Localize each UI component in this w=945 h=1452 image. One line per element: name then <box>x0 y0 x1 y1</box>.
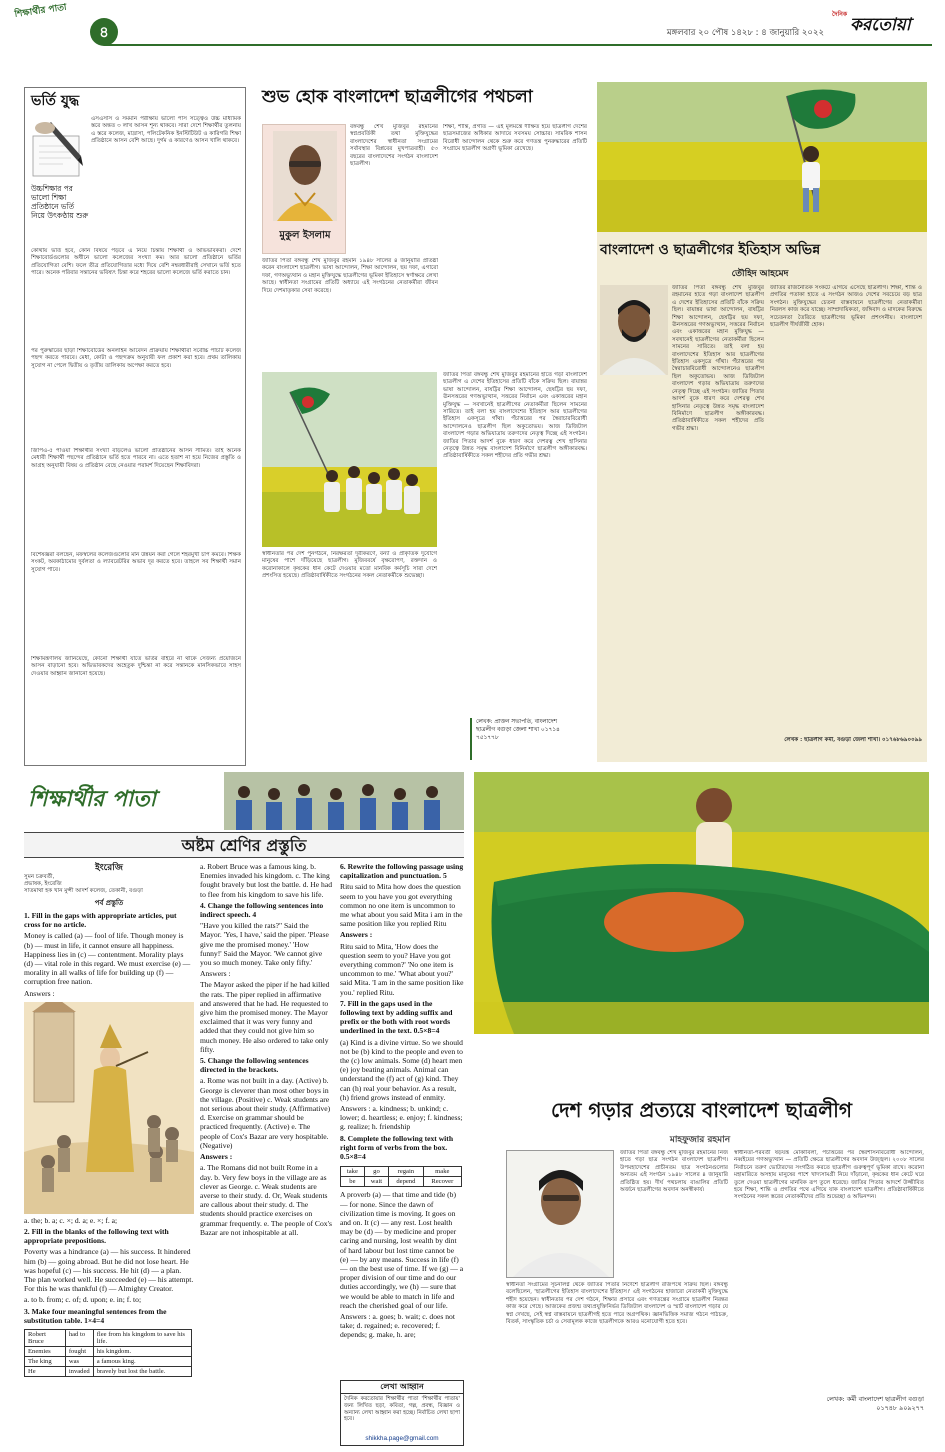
q4-answers-label: Answers : <box>200 969 231 979</box>
table-cell: bravely but lost the battle. <box>93 1367 191 1377</box>
left-article-para-4: জিপিএ-৫ পাওয়া শিক্ষার্থীর সংখ্যা বাড়লেও ভালো প্রতিষ্ঠানের আসন সীমিত। তাই অনেক মেধাবী শিক্ষার্থী পছন্দের প্রতিষ্ঠানে ভর্তি হতে পারবে না। এতে হতাশ না হয়ে নিজের প্রস্তুতি ও আগ্রহ অনুযায়ী বিষয় ও প্রতিষ্ঠান বেছে নেওয়ার পরামর্শ দিয়েছেন শিক্ষাবিদরা। <box>31 448 241 469</box>
q2-text: Poverty was a hindrance (a) — his success. It hindered him (b) — going abroad. But he did not lose heart. He was hopeful (c) — his success. He hit (d) — a plan. The plan worked well. He succeeded (e) — his attempt. For this he was thankful (f) — Almighty Creator. <box>24 1247 194 1294</box>
edu-col-3 <box>340 862 464 1447</box>
table-cell: Robert Bruce <box>25 1330 66 1347</box>
table-row <box>341 1177 462 1187</box>
left-article-para-2: কোথায় ভর্তি হবে, কোন বিষয়ে পড়বে এ নিয়ে চিন্তায় শিক্ষার্থী ও অভিভাবকরা। দেশে শিক্ষাবোর্ডগুলোর অধীনে ভালো কলেজের সংখ্যা কম। আর ভালো প্রতিষ্ঠানে ভর্তির প্রতিযোগিতা বেশি। ফলে তীব্র প্রতিযোগিতার মধ্যে দিয়ে বেশি নম্বরধারীরাই সেখানে ভর্তি হতে পারে। অনেক পরিবার সন্তানের ভবিষ্যৎ চিন্তা করে শহরের ভালো কলেজে ভর্তি করাতে চান। <box>31 248 241 277</box>
verb-box <box>340 1166 462 1187</box>
q8-block <box>340 1190 464 1341</box>
students-flag-photo <box>262 372 437 547</box>
q5-answers-label: Answers : <box>200 1152 233 1162</box>
q4-text: "Have you killed the rats?" Said the Mayor. 'Yes, I have,' said the piper. 'Please give me the promised money.' 'How funny!' Said the Mayor. 'We cannot give you so much money. Take only fifty.' <box>200 921 329 968</box>
feature-mid-author-photo <box>600 285 668 375</box>
table-cell: wait <box>364 1177 388 1187</box>
feature-top-writer-box <box>470 718 580 760</box>
masthead-title: করতোয়া <box>850 15 911 35</box>
left-article-para-5: বিশেষজ্ঞরা বলছেন, মফস্বলের কলেজগুলোর মান উন্নয়ন করা গেলে শহরমুখী চাপ কমবে। শিক্ষক সংকট, অবকাঠামোর দুর্বলতা ও ল্যাবরেটরির অভাব দূর করতে হবে। তাহলে সব শিক্ষার্থী সমান সুযোগ পাবে। <box>31 552 241 573</box>
kartoa-logo <box>832 8 932 42</box>
q2-title: 2. Fill in the blanks of the following text with appropriate prepositions. <box>24 1227 169 1246</box>
teacher-title: প্রভাষক, ইংরেজি <box>24 881 62 887</box>
girl-flag-photo <box>474 772 929 1034</box>
feature-mid-title: বাংলাদেশ ও ছাত্রলীগের ইতিহাস অভিন্ন <box>600 242 821 258</box>
table-row <box>341 1167 462 1177</box>
table-cell: regain <box>389 1167 423 1177</box>
page-number-badge <box>90 18 118 46</box>
substitution-table <box>24 1329 192 1377</box>
table-cell: depend <box>389 1177 423 1187</box>
page-header <box>14 2 932 46</box>
feature-top-col1: বঙ্গবন্ধু শেখ মুজিবুর রহমানের স্বপ্নপ্রবর্তিকী তথা মুক্তিযুদ্ধের বাংলাদেশের স্বাধীনতা সংগ্রামের সর্বাবস্থার বিপ্লবের মুখপাত্রবাহী। ৫৩ বছরের বাংলাদেশের সংগঠন বাংলাদেশ ছাত্রলীগ। <box>350 124 438 168</box>
q6-answers-label: Answers : <box>340 930 373 940</box>
q6-title: 6. Rewrite the following passage using capitalization and punctuation. 5 <box>340 862 464 881</box>
q5-ans: a. The Romans did not built Rome in a day. b. Very few boys in the village are as clever as George. c. Weak students are averse to their study. d. Or, Weak students are callous about their study. d. The students should practice exercises on grammar frequently. e. The people of Cox's Bazar are not inhospitable at all. <box>200 1163 332 1237</box>
edu-part: পর্ব প্রস্তুতি <box>94 899 124 907</box>
q1-answers <box>24 1216 194 1327</box>
teacher-name: সুমন চক্রবর্তী, <box>24 874 55 880</box>
table-cell: invaded <box>65 1367 93 1377</box>
call-for-writing <box>340 1380 464 1446</box>
table-cell: take <box>341 1167 365 1177</box>
table-cell: flee from his kingdom to save his life. <box>93 1330 191 1347</box>
left-article-pull-quote: উচ্চশিক্ষার পর ভালো শিক্ষা প্রতিষ্ঠানে ভর্তি নিয়ে উৎকণ্ঠায় শুরু <box>31 184 89 220</box>
feature-bottom-writer: লেখক: কর্মী বাংলাদেশ ছাত্রলীগ বগুড়া ০১৭৪৮ ৯০৯২৭৭ <box>826 1395 924 1412</box>
q5-text: a. Rome was not built in a day. (Active) b. George is cleverer than most other boys in the village. (Positive) c. Weak students are not serious about their study. (Affirmative) d. Exercise on grammar should be practiced frequently. (Active) e. The people of Cox's Bazar are very hospitable. (Negative) <box>200 1076 331 1150</box>
q3-ans: a. Robert Bruce was a famous king. b. Enemies invaded his kingdom. c. The king fought bravely but lost the battle. d. He had to flee from his kingdom to save his life. <box>200 862 332 899</box>
feature-mid-body-left: জাতির পিতা বঙ্গবন্ধু শেখ মুজিবুর রহমানের হাতে গড়া বাংলাদেশ ছাত্রলীগ এ দেশের ইতিহাসের প্রতিটি বাঁকে সক্রিয় ছিল। বায়ান্নর ভাষা আন্দোলন, বাষট্টির শিক্ষা আন্দোলন, ছেষট্টির ছয় দফা, ঊনসত্তরের গণঅভ্যুত্থান, সত্তরের নির্বাচন এবং একাত্তরের মহান মুক্তিযুদ্ধ — সবখানেই ছাত্রলীগের নেতাকর্মীরা ছিলেন সামনের সারিতে। তাই বলা হয় বাংলাদেশের ইতিহাস আর ছাত্রলীগের ইতিহাস একসূত্রে গাঁথা। পঁচাত্তরের পর স্বৈরাচারবিরোধী আন্দোলনেও ছাত্রলীগ ছিল অকুতোভয়। আজ ডিজিটাল বাংলাদেশ গড়ার অভিযাত্রায় তরুণদের নেতৃত্ব দিচ্ছে এই সংগঠন। জাতির পিতার আদর্শ বুকে ধারণ করে দেশরত্ন শেখ হাসিনার নেতৃত্বে উন্নত সমৃদ্ধ বাংলাদেশ বিনির্মাণে ছাত্রলীগ অঙ্গীকারবদ্ধ। প্রতিষ্ঠাবার্ষিকীতে সকল শহীদের প্রতি গভীর শ্রদ্ধা। <box>672 285 764 432</box>
pied-piper-illustration <box>24 1002 194 1214</box>
q4-title: 4. Change the following sentences into indirect speech. 4 <box>200 900 324 920</box>
education-banner-photo <box>224 772 464 830</box>
left-article <box>24 87 246 766</box>
q8-ans: Answers : a. goes; b. wait; c. does not take; d. regained; e. recovered; f. depends; g. make, h. are; <box>340 1311 455 1340</box>
edu-subject: ইংরেজি <box>95 863 123 873</box>
header-left-logo: শিক্ষার্থীর পাতা <box>14 2 68 20</box>
table-cell: Enemies <box>25 1347 66 1357</box>
call-title: লেখা আহ্বান <box>341 1381 463 1394</box>
feature-top-author-box <box>262 124 346 254</box>
table-cell: Recover <box>423 1177 461 1187</box>
q1 <box>24 911 194 1000</box>
q1-text: Money is called (a) — fool of life. Though money is (b) — must in life, it cannot ensure all happiness. Happiness lies in (c) — contentment. Morality plays (d) — vital role in this regard. We must exercise (e) — morality in all walks of life for building up (f) — corruption free nation. <box>24 931 191 987</box>
education-banner <box>24 772 464 830</box>
left-article-para-1: এসএসসি ও সমমান পরীক্ষায় ভালো পাস সত্ত্বেও উচ্চ মাধ্যমিক স্তরে অন্তত ৩ লাখ আসন শূন্য থাকবে। সারা দেশে শিক্ষার্থীর তুলনায় এ স্তরে কলেজ, মাদ্রাসা, পলিটেকনিক ইনস্টিটিউট ও কারিগরি শিক্ষা প্রতিষ্ঠানে আসন বেশি আছে। দুর্গম ও কারণেও আসন খালি থাকবে। <box>91 116 241 145</box>
q7-title: 7. Fill in the gaps used in the following text by adding suffix and prefix or the both with root words underlined in the text. 0.5×8=4 <box>340 998 453 1036</box>
q4-ans: The Mayor asked the piper if he had killed the rats. The piper replied in affirmative and answered that he had. He requested to give him the promised money. The Mayor exclaimed that it was very funny and added that they could not give him so much money. He also ordered to take only fifty. <box>200 980 330 1054</box>
q6-block <box>340 862 464 1163</box>
feature-bottom-author: মাহফুজার রহমান <box>669 1135 731 1145</box>
feature-bottom-body: স্বাধীনতা সংগ্রামের সূচনালগ্ন থেকে জাতির পিতার নির্দেশে ছাত্রলীগ রাজপথে সক্রিয় ছিল। বঙ্গবন্ধু বলেছিলেন, 'ছাত্রলীগের ইতিহাস বাংলাদেশের ইতিহাস।' এই সংগঠনের হাজারো নেতাকর্মী মুক্তিযুদ্ধে শহীদ হয়েছেন। স্বাধীনতার পর দেশ গঠনে, শিক্ষার প্রসারে এবং গণতন্ত্রের সংগ্রামে ছাত্রলীগ নিরন্তর কাজ করে গেছে। আজকের প্রজন্ম তথ্যপ্রযুক্তিনির্ভর ডিজিটাল বাংলাদেশ ও স্মার্ট বাংলাদেশ গড়ার যে স্বপ্ন দেখছে, সেই স্বপ্ন বাস্তবায়নে ছাত্রলীগই হতে পারে অগ্রপথিক। জ্ঞানভিত্তিক সমাজ গঠনে পাঠচক্র, বিতর্ক, সাংস্কৃতিক চর্চা ও সেবামূলক কাজে ছাত্রলীগকে আরও মনোযোগী হতে হবে। <box>506 1282 728 1326</box>
q1-answers-label: Answers : <box>24 988 55 998</box>
feature-top-col2: জাতির পিতা বঙ্গবন্ধু শেখ মুজিবুর রহমান ১৯৪৮ সালের ৪ জানুয়ারি প্রতিষ্ঠা করেন বাংলাদেশ ছাত্রলীগ। ভাষা আন্দোলন, শিক্ষা আন্দোলন, ছয় দফা, এগারো দফা, গণঅভ্যুত্থান ও মহান মুক্তিযুদ্ধে ছাত্রলীগের ভূমিকা ইতিহাসে স্বর্ণাক্ষরে লেখা আছে। স্বাধীনতা সংগ্রামের প্রতিটি অধ্যায়ে এই সংগঠনের নেতাকর্মীরা জীবন দিয়ে দেশমাতৃকার সেবা করেছে। <box>262 258 438 294</box>
feature-bottom-title: দেশ গড়ার প্রত্যয়ে বাংলাদেশ ছাত্রলীগ <box>550 1098 852 1122</box>
q1-title: 1. Fill in the gaps with appropriate articles, put cross for no article. <box>24 911 177 930</box>
boy-flag-photo <box>597 82 927 232</box>
feature-top-author: মুকুল ইসলাম <box>279 230 331 241</box>
table-cell: He <box>25 1367 66 1377</box>
left-article-title: ভর্তি যুদ্ধ <box>31 93 80 109</box>
left-article-para-3: পর পুরুস্কারের ছাড়া শিক্ষাবোর্ডের অনলাইন আবেদন প্রক্রিয়ায় শিক্ষার্থীরা সর্বোচ্চ পাঁচটি কলেজ পছন্দ করতে পারবে। মেধা, কোটা ও পছন্দক্রম অনুযায়ী ফল প্রকাশ করা হবে। প্রথম তালিকায় সুযোগ না পেলে দ্বিতীয় ও তৃতীয় তালিকায় অপেক্ষা করতে হবে। <box>31 348 241 369</box>
table-cell: The king <box>25 1357 66 1367</box>
table-cell: make <box>423 1167 461 1177</box>
q6-ans: Ritu said to Mita, 'How does the question seem to you? Have you got everything common?' 'No one item is uncommon to me.' 'What about you?' said Mita. 'I am in the same position like you.' replied Ritu. <box>340 941 464 997</box>
table-row <box>25 1357 192 1367</box>
feature-top-lower-right: জাতির পিতা বঙ্গবন্ধু শেখ মুজিবুর রহমানের হাতে গড়া বাংলাদেশ ছাত্রলীগ এ দেশের ইতিহাসের প্রতিটি বাঁকে সক্রিয় ছিল। বায়ান্নর ভাষা আন্দোলন, বাষট্টির শিক্ষা আন্দোলন, ছেষট্টির ছয় দফা, ঊনসত্তরের গণঅভ্যুত্থান, সত্তরের নির্বাচন এবং একাত্তরের মহান মুক্তিযুদ্ধ — সবখানেই ছাত্রলীগের নেতাকর্মীরা ছিলেন সামনের সারিতে। তাই বলা হয় বাংলাদেশের ইতিহাস আর ছাত্রলীগের ইতিহাস একসূত্রে গাঁথা। পঁচাত্তরের পর স্বৈরাচারবিরোধী আন্দোলনেও ছাত্রলীগ ছিল অকুতোভয়। আজ ডিজিটাল বাংলাদেশ গড়ার অভিযাত্রায় তরুণদের নেতৃত্ব দিচ্ছে এই সংগঠন। জাতির পিতার আদর্শ বুকে ধারণ করে দেশরত্ন শেখ হাসিনার নেতৃত্বে উন্নত সমৃদ্ধ বাংলাদেশ বিনির্মাণে ছাত্রলীগ অঙ্গীকারবদ্ধ। প্রতিষ্ঠাবার্ষিকীতে সকল শহীদের প্রতি গভীর শ্রদ্ধা। <box>443 372 587 460</box>
teacher-school: সাতমাথা হক খান মুন্সী আদর্শ কলেজ, তেকানী, বগুড়া <box>24 888 143 894</box>
table-cell: his kingdom. <box>93 1347 191 1357</box>
table-cell: was <box>65 1357 93 1367</box>
feature-mid-writer: লেখক : ছাত্রলীগ কর্মী, বগুড়া জেলা শাখা। ০১৭৬৮৬৯০০৯৯ <box>784 737 922 743</box>
page-number: ৪ <box>99 23 109 41</box>
table-cell: had to <box>65 1330 93 1347</box>
q1-ans: a. the; b. a; c. ×; d. a; e. ×; f. a; <box>24 1215 118 1225</box>
q2-ans: a. to b. from; c. of; d. upon; e. in; f. to; <box>24 1295 142 1305</box>
education-logo: শিক্ষার্থীর পাতা <box>28 787 157 812</box>
edu-col-2 <box>200 862 332 1447</box>
feature-bottom-intro: জাতির পিতা বঙ্গবন্ধু শেখ মুজিবুর রহমানের নিজ হাতে গড়া ছাত্র সংগঠন বাংলাদেশ ছাত্রলীগ। উপমহাদেশের প্রাচীনতম ছাত্র সংগঠনগুলোর অন্যতম এই সংগঠন ১৯৪৮ সালের ৪ জানুয়ারি প্রতিষ্ঠিত হয়। দীর্ঘ পথচলায় বাঙালির প্রতিটি অর্জনে ছাত্রলীগের অবদান অনস্বীকার্য। <box>620 1150 728 1194</box>
q6-text: Ritu said to Mita how does the question seem to you have you got everything common no one item is uncommon to me what about you said Mita i am in the same position like you replied Ritu <box>340 882 463 929</box>
table-cell: be <box>341 1177 365 1187</box>
call-text: দৈনিক করতোয়ার শিক্ষার্থীর পাতা 'শিক্ষার্থীর পাতায়' জন্য লিখিত ছড়া, কবিতা, গল্প, প্রবন্ধ, বিজ্ঞান ও অন্যান্য লেখা আহ্বান করা হচ্ছে। নির্বাচিত লেখা ছাপা হবে। <box>344 1396 460 1423</box>
masthead-small: দৈনিক <box>832 11 848 18</box>
table-cell: fought <box>65 1347 93 1357</box>
feature-bottom-body-right: স্বাধীনতা-পরবর্তী ষড়যন্ত্র মোকাবিলা, পঁচাত্তরের পর স্বৈরশাসনবিরোধী আন্দোলন, নব্বইয়ের গণঅভ্যুত্থান — প্রতিটি ক্ষেত্রে ছাত্রলীগের অবদান উজ্জ্বল। ২০০৮ সালের নির্বাচনে তরুণ ভোটারদের সংগঠিত করতে ছাত্রলীগ গুরুত্বপূর্ণ ভূমিকা রাখে। করোনা মহামারিতে অসহায় মানুষের পাশে খাদ্যসামগ্রী নিয়ে দাঁড়ানো, কৃষকের ধান কেটে ঘরে তুলে দেওয়া ছাত্রলীগের মানবিক রূপ তুলে ধরেছে। জাতির পিতার আদর্শে উজ্জীবিত হয়ে শিক্ষা, শান্তি ও প্রগতির পথে এগিয়ে যাক বাংলাদেশ ছাত্রলীগ। প্রতিষ্ঠাবার্ষিকীতে সংগঠনের সকল স্তরের নেতাকর্মীদের প্রতি শুভেচ্ছা ও অভিনন্দন। <box>734 1150 924 1201</box>
feature-mid-author: তৌহিদ আহমেদ <box>731 269 789 279</box>
feature-bottom-author-photo <box>506 1150 614 1278</box>
table-cell: a famous king. <box>93 1357 191 1367</box>
feature-top-title: শুভ হোক বাংলাদেশ ছাত্রলীগের পথচলা <box>262 87 533 107</box>
table-row <box>25 1367 192 1377</box>
left-article-para-6: শিক্ষামন্ত্রণালয় জানিয়েছে, কোনো শিক্ষার্থী যাতে ভর্তির বাইরে না থাকে সেজন্য প্রয়োজনে আসন বাড়ানো হবে। অভিভাবকদের অহেতুক দুশ্চিন্তা না করে সন্তানকে মানসিকভাবে সাহস দেওয়ার আহ্বান জানানো হয়েছে। <box>31 656 241 677</box>
q8-title: 8. Complete the following text with right form of verbs from the box. 0.5×8=4 <box>340 1133 454 1162</box>
q7-text: (a) Kind is a divine virtue. So we should not be (b) kind to the people and even to the (c) low animals. Some (d) heart men (e) joy beating animals. Animal can understand the (f) act of (g) kind. They can (h) real your behavior. As a result, (h) friend grows instead of enmity. <box>340 1037 463 1102</box>
q5-title: 5. Change the following sentences directed in the brackets. <box>200 1056 309 1075</box>
table-cell: go <box>364 1167 388 1177</box>
feature-top-writer: লেখক: প্রাক্তন সভাপতি, বাংলাদেশ ছাত্রলীগ বগুড়া জেলা শাখা ০১৭১৪ ৭৫১৭৭৮ <box>476 719 560 741</box>
author-photo <box>273 131 337 221</box>
edu-col-1 <box>24 862 194 1447</box>
header-date: মঙ্গলবার ২০ পৌষ ১৪২৮ : ৪ জানুয়ারি ২০২২ <box>666 28 824 38</box>
q8-text: A proverb (a) — that time and tide (b) — for none. Since the dawn of civilization time is moving. It goes on and on. It (c) — any rest. Lost health may be (d) — by medicine and proper caring and nursing, lost wealth by dint of hard labour but lost time cannot be (e) — by any means. Success in life (f) — on the best use of time. If we (g) — a proper division of our time and do our duties accordingly, we (h) — sure that we would be able to match in life and reach the cherished goal of our life. <box>340 1190 464 1310</box>
feature-top-lower-left: স্বাধীনতার পর দেশ পুনর্গঠনে, নিরক্ষরতা দূরীকরণে, বন্যা ও প্রাকৃতিক দুর্যোগে মানুষের পাশে দাঁড়িয়েছে ছাত্রলীগ। মুজিববর্ষে বৃক্ষরোপণ, রক্তদান ও করোনাকালে কৃষকের ধান কেটে দেওয়ার মতো মানবিক কর্মসূচি সারা দেশে প্রশংসিত হয়েছে। প্রতিষ্ঠাবার্ষিকীতে সংগঠনের সকল নেতাকর্মীকে শুভেচ্ছা। <box>262 551 437 580</box>
q7-ans: Answers : a. kindness; b. unkind; c. lower; d. heartless; e. enjoy; f. kindness; g. realize; h. friendship <box>340 1104 463 1132</box>
header-rule <box>104 44 932 46</box>
table-row <box>25 1347 192 1357</box>
q3-title: 3. Make four meaningful sentences from the substitution table. 1×4=4 <box>24 1306 167 1325</box>
feature-top-col3: শিক্ষা, শান্তি, প্রগতি — এই মূলমন্ত্রে দীক্ষিত হয়ে ছাত্রলীগ দেশের ছাত্রসমাজের অধিকার আদায়ে সবসময় সোচ্চার। সামরিক শাসন বিরোধী আন্দোলন থেকে শুরু করে গণতন্ত্র পুনরুদ্ধারের প্রতিটি সংগ্রামে ছাত্রলীগ অগ্রণী ভূমিকা রেখেছে। <box>443 124 587 153</box>
feature-mid-body-right: জাতির রাজনৈতিক সংকটে এগিয়ে এসেছে ছাত্রলীগ। শিক্ষা, শান্তি ও প্রগতির পতাকা হাতে এ সংগঠন আজও দেশের সবচেয়ে বড় ছাত্র সংগঠন। মুক্তিযুদ্ধের চেতনা বাস্তবায়নে ছাত্রলীগের নেতাকর্মীরা নিরলস কাজ করে যাচ্ছে। সাম্প্রদায়িকতা, জঙ্গিবাদ ও মাদকের বিরুদ্ধে সচেতনতা তৈরিতে ছাত্রলীগের ভূমিকা প্রশংসনীয়। বাংলাদেশ ছাত্রলীগ দীর্ঘজীবী হোক। <box>770 285 922 329</box>
call-email[interactable]: shikkha.page@gmail.com <box>365 1435 439 1442</box>
pen-writing-illustration <box>31 116 87 180</box>
education-title: অষ্টম শ্রেণির প্রস্তুতি <box>24 832 464 858</box>
table-row <box>25 1330 192 1347</box>
